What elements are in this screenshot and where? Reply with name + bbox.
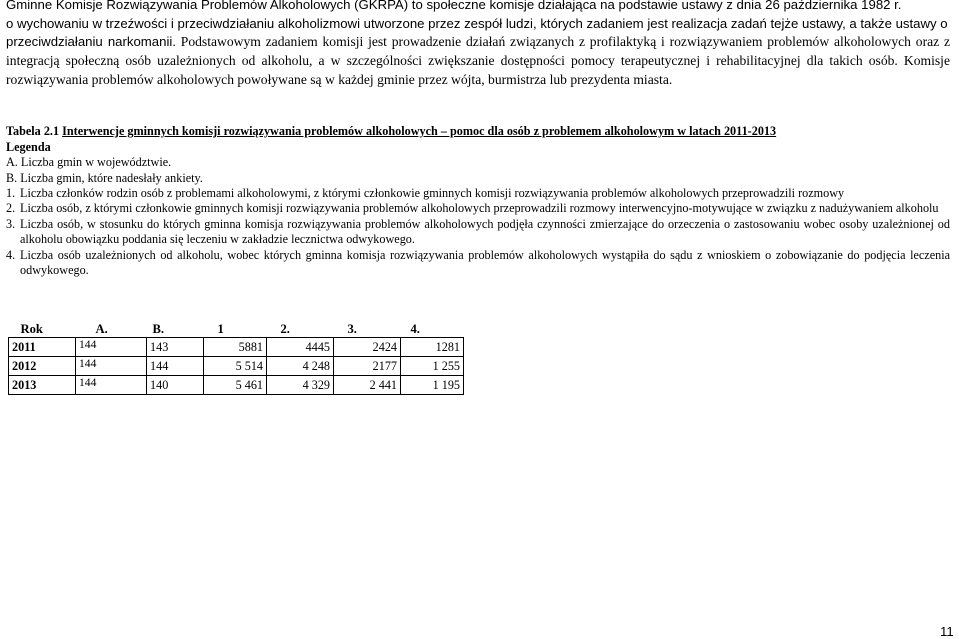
legend-item — [6, 217, 950, 248]
table-header-cell: 3. — [347, 322, 357, 336]
table-cell: 4 329 — [267, 376, 334, 395]
table-caption-prefix: Tabela 2.1 — [6, 124, 60, 139]
legend-heading: Legenda — [6, 139, 51, 154]
table-cell: 5881 — [204, 338, 267, 357]
table-header-cell: 1 — [217, 322, 224, 336]
table-cell: 4445 — [267, 338, 334, 357]
legend-item-text: Liczba osób, z którymi członkowie gminnych komisji rozwiązywania problemów alkoholowych przeprowadzili rozmowy interwencyjno-motywujące w związku z nadużywaniem alkoholu — [20, 201, 939, 216]
table-header-row — [9, 320, 464, 338]
table-header-cell: 2. — [280, 322, 290, 336]
table-cell: 144 — [147, 357, 204, 376]
table-cell-year: 2013 — [9, 376, 76, 395]
table-row — [9, 376, 464, 395]
table-row — [9, 338, 464, 357]
table-row — [9, 357, 464, 376]
table-cell: 1 195 — [401, 376, 464, 395]
legend — [6, 140, 950, 279]
table-cell: 140 — [147, 376, 204, 395]
table-caption — [6, 124, 950, 139]
table-cell: 1281 — [401, 338, 464, 357]
table-header-cell: B. — [152, 322, 165, 336]
table-cell-year: 2011 — [9, 338, 76, 357]
legend-item — [6, 248, 950, 279]
table-cell: 144 — [76, 357, 147, 376]
commission-paragraph — [6, 33, 950, 89]
legend-item-text: Liczba osób uzależnionych od alkoholu, wobec których gminna komisja rozwiązywania problemów alkoholowych wystąpiła do sądu z wnioskiem o zobowiązanie do podjęcia leczenia odwykowego. — [20, 247, 950, 278]
legend-item-number: 1. — [6, 186, 16, 201]
legend-item-number: 4. — [6, 247, 16, 262]
document-page — [6, 0, 950, 278]
table-header-cell: Rok — [20, 322, 43, 336]
page-number: 11 — [940, 624, 954, 639]
intro-text — [6, 0, 950, 33]
legend-item-number: 3. — [6, 216, 16, 231]
table-cell-year: 2012 — [9, 357, 76, 376]
table-cell: 2 441 — [334, 376, 401, 395]
legend-item — [6, 201, 950, 216]
table-header-cell: A. — [95, 322, 108, 336]
table-cell: 144 — [76, 376, 147, 395]
intro-line: Gminne Komisje Rozwiązywania Problemów Alkoholowych (GKRPA) to społeczne komisje działająca na podstawie ustawy z dnia 26 października 1982 r. — [6, 0, 902, 12]
data-table — [8, 320, 464, 395]
legend-item-number: 2. — [6, 201, 16, 216]
table-header-cell: 4. — [410, 322, 420, 336]
table-cell: 2177 — [334, 357, 401, 376]
table-cell: 144 — [76, 338, 147, 357]
table-caption-title: Interwencje gminnych komisji rozwiązywania problemów alkoholowych – pomoc dla osób z problemem alkoholowym w latach 2011-2013 — [62, 124, 777, 139]
legend-item-text: Liczba osób, w stosunku do których gminna komisja rozwiązywania problemów alkoholowych podjęła czynności zmierzające do orzeczenia o zastosowaniu wobec osoby uzależnionej od alkoholu obowiązku poddania się leczeniu w zakładzie lecznictwa odwykowego. — [20, 216, 950, 247]
intro-line: o wychowaniu w trzeźwości i przeciwdziałaniu alkoholizmowi utworzone przez zespół ludzi, których zadaniem jest realizacja zadań tejże ustawy, a także ustawy o — [6, 16, 948, 31]
legend-item — [6, 186, 950, 201]
table-cell: 5 461 — [204, 376, 267, 395]
legend-item-text: Liczba członków rodzin osób z problemami alkoholowymi, z którymi członkowie gminnych komisji rozwiązywania problemów alkoholowych przeprowadzili rozmowy — [20, 186, 845, 201]
legend-item-a: A. Liczba gmin w województwie. — [6, 155, 172, 170]
table-cell: 5 514 — [204, 357, 267, 376]
paragraph-serif-text: Podstawowym zadaniem komisji jest prowadzenie działań związanych z profilaktyką i rozwiązywaniem problemów alkoholowych oraz z integracją społeczną osób uzależnionych od alkoholu, a w szczególności zwiększanie dostępności pomocy terapeutycznej i rehabilitacyjnej dla takich osób. Komisje rozwiązywania problemów alkoholowych powoływane są w każdej gminie przez wójta, burmistrza lub prezydenta miasta. — [6, 34, 950, 87]
table-cell: 1 255 — [401, 357, 464, 376]
table-cell: 2424 — [334, 338, 401, 357]
legend-item-b: B. Liczba gmin, które nadesłały ankiety. — [6, 170, 203, 185]
intro-line: przeciwdziałaniu narkomanii. — [6, 34, 176, 49]
table-cell: 4 248 — [267, 357, 334, 376]
table-cell: 143 — [147, 338, 204, 357]
